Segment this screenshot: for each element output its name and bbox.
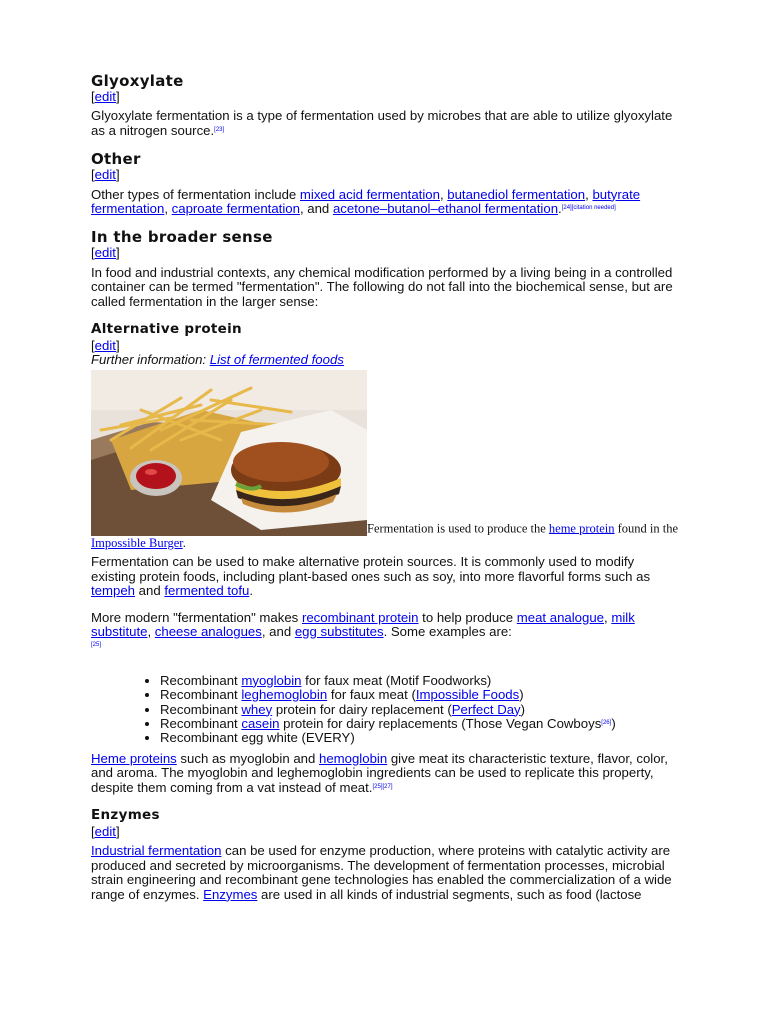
- link-leghemoglobin[interactable]: leghemoglobin: [241, 687, 328, 703]
- link-milk-substitute[interactable]: milk substitute: [91, 609, 635, 639]
- enzymes-paragraph: Industrial fermentation can be used for enzyme production, where proteins with catalytic activity are produced and secreted by microorganisms. The development of fermentation processes, microbial strain engineering and recombinant gene technologies has enabled the commercialization of a wide range of enzymes. Enzymes are used in all kinds of industrial segments, such as food (lactose: [91, 843, 672, 902]
- edit-link-container: [edit]: [91, 89, 120, 104]
- citation-ref[interactable]: [25][27]: [372, 783, 393, 790]
- alt-protein-paragraph-3: Heme proteins such as myoglobin and hemoglobin give meat its characteristic texture, flavor, color, and aroma. The myoglobin and leghemoglobin ingredients can be used to replicate this property, despite them coming from a vat instead of meat.[25][27]: [91, 750, 668, 795]
- edit-link[interactable]: edit: [94, 338, 116, 354]
- edit-link[interactable]: edit: [94, 823, 116, 839]
- edit-link-container: [edit]: [91, 245, 120, 261]
- alt-protein-paragraph-1: Fermentation can be used to make alternative protein sources. It is commonly used to modify existing protein foods, including plant-based ones such as soy, into more flavorful forms such as tempeh and fermented tofu.: [91, 554, 651, 599]
- section-heading-alt-protein: Alternative protein: [91, 321, 242, 338]
- link-meat-analogue[interactable]: meat analogue: [516, 609, 605, 625]
- link-cheese-analogues[interactable]: cheese analogues: [154, 623, 262, 639]
- edit-link[interactable]: edit: [94, 89, 116, 104]
- figure-caption: Fermentation is used to produce the heme protein found in the Impossible Burger.: [91, 521, 679, 550]
- article-body: [91, 72, 681, 902]
- link-caproate[interactable]: caproate fermentation: [171, 201, 300, 217]
- link-tempeh[interactable]: tempeh: [91, 583, 135, 599]
- link-perfect-day[interactable]: Perfect Day: [451, 701, 521, 717]
- link-fermented-foods[interactable]: List of fermented foods: [209, 352, 344, 368]
- link-impossible-burger[interactable]: Impossible Burger: [91, 535, 183, 550]
- link-myoglobin[interactable]: myoglobin: [241, 672, 302, 688]
- other-paragraph: Other types of fermentation include mixed acid fermentation, butanediol fermentation, butyrate fermentation, caproate fermentation, and acetone–butanol–ethanol fermentation.[24][citation needed]: [91, 186, 641, 217]
- link-heme-proteins[interactable]: Heme proteins: [91, 750, 177, 766]
- section-heading-enzymes: Enzymes: [91, 806, 160, 823]
- link-butanediol[interactable]: butanediol fermentation: [447, 186, 586, 202]
- edit-link-container: [edit]: [91, 338, 120, 354]
- citation-ref[interactable]: [26]: [601, 719, 612, 726]
- edit-link-container: [edit]: [91, 823, 120, 839]
- link-recombinant-protein[interactable]: recombinant protein: [301, 609, 419, 625]
- link-abe[interactable]: acetone–butanol–ethanol fermentation: [332, 201, 559, 217]
- glyoxylate-paragraph: Glyoxylate fermentation is a type of fermentation used by microbes that are able to utilize glyoxylate as a nitrogen source.[23]: [91, 108, 673, 138]
- citation-ref[interactable]: [25]: [91, 642, 102, 649]
- link-enzymes[interactable]: Enzymes: [203, 886, 258, 902]
- link-industrial-fermentation[interactable]: Industrial fermentation: [91, 843, 222, 859]
- edit-link-container: [edit]: [91, 167, 120, 183]
- further-info: Further information: List of fermented foods: [91, 352, 344, 368]
- link-fermented-tofu[interactable]: fermented tofu: [164, 583, 250, 599]
- link-heme-protein[interactable]: heme protein: [548, 521, 615, 536]
- list-item: • Recombinant leghemoglobin for faux meat (Impossible Foods): [160, 688, 681, 702]
- section-heading-broader: In the broader sense: [91, 228, 273, 247]
- citation-ref[interactable]: [23]: [214, 126, 225, 133]
- link-butyrate[interactable]: butyrate fermentation: [91, 186, 641, 217]
- edit-link[interactable]: edit: [94, 167, 116, 183]
- citation-ref[interactable]: [24][citation needed]: [561, 205, 616, 212]
- link-casein[interactable]: casein: [241, 715, 280, 731]
- link-egg-substitutes[interactable]: egg substitutes: [294, 623, 384, 639]
- examples-list: [91, 674, 681, 746]
- section-heading-glyoxylate: Glyoxylate: [91, 72, 184, 90]
- alt-protein-paragraph-2: More modern "fermentation" makes recombinant protein to help produce meat analogue, milk substitute, cheese analogues, and egg substitutes. Some examples are: [25]: [91, 609, 635, 649]
- link-mixed-acid[interactable]: mixed acid fermentation: [299, 186, 440, 202]
- burger-figure: [91, 370, 681, 550]
- link-whey[interactable]: whey: [241, 701, 273, 717]
- section-heading-other: Other: [91, 150, 141, 169]
- impossible-burger-image[interactable]: [91, 370, 367, 536]
- list-item: • Recombinant casein protein for dairy replacements (Those Vegan Cowboys[26]): [160, 717, 681, 731]
- list-item: • Recombinant whey protein for dairy replacement (Perfect Day): [160, 703, 681, 717]
- broader-paragraph: In food and industrial contexts, any chemical modification performed by a living being in a controlled container can be termed "fermentation". The following do not fall into the biochemical sense, but are called fermentation in the larger sense:: [91, 264, 673, 309]
- link-impossible-foods[interactable]: Impossible Foods: [415, 687, 520, 703]
- edit-link[interactable]: edit: [94, 245, 116, 261]
- list-item: • Recombinant myoglobin for faux meat (Motif Foodworks): [160, 674, 681, 688]
- link-hemoglobin[interactable]: hemoglobin: [318, 750, 388, 766]
- list-item: • Recombinant egg white (EVERY): [160, 731, 681, 745]
